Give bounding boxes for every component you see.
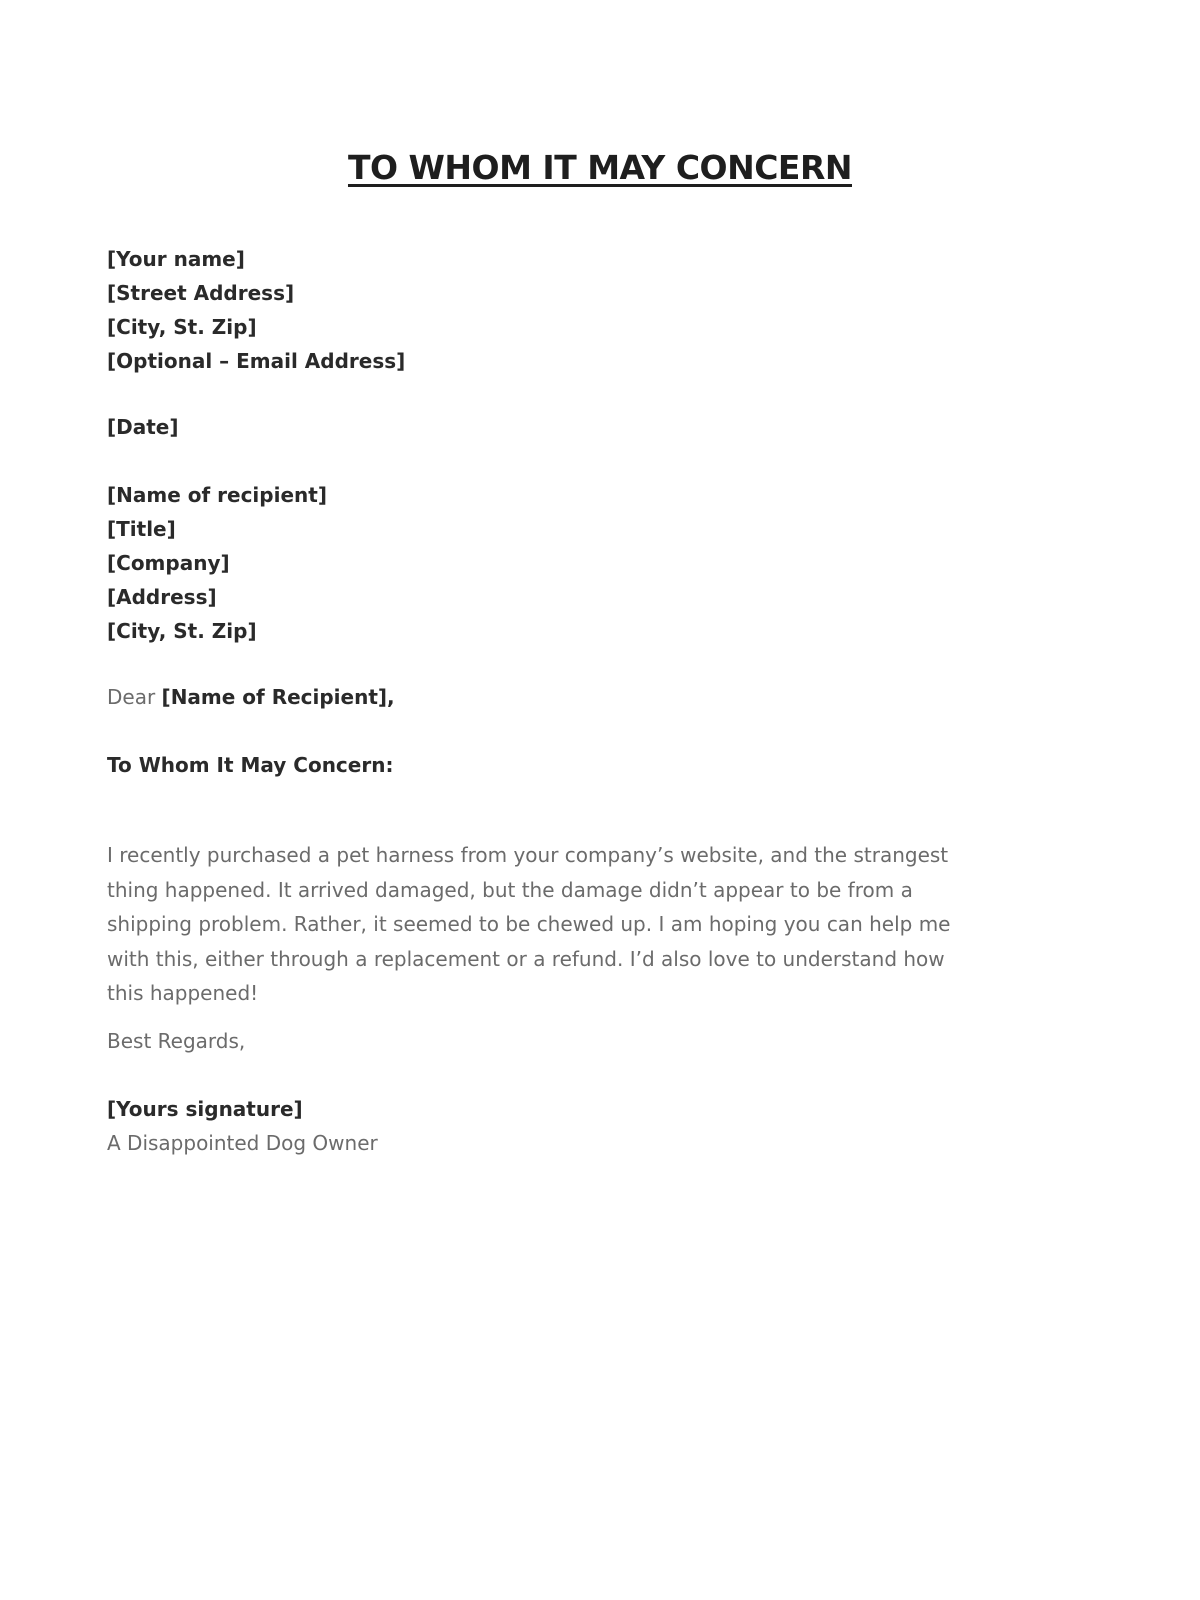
- sender-name: [Your name]: [107, 247, 245, 271]
- signature-block: [107, 1092, 378, 1160]
- concern-line: To Whom It May Concern:: [107, 753, 394, 777]
- recipient-company: [Company]: [107, 551, 230, 575]
- salutation-line: [107, 680, 395, 714]
- sender-address-block: [107, 242, 405, 378]
- sender-city: [City, St. Zip]: [107, 315, 257, 339]
- body-line: with this, either through a replacement or a refund. I’d also love to understand how: [107, 946, 945, 971]
- letter-date: [Date]: [107, 415, 179, 439]
- recipient-name: [Name of recipient]: [107, 483, 327, 507]
- sender-street: [Street Address]: [107, 281, 295, 305]
- recipient-address: [Address]: [107, 585, 217, 609]
- signature: [Yours signature]: [107, 1097, 303, 1121]
- closing: Best Regards,: [107, 1029, 246, 1053]
- salutation-prefix: Dear: [107, 685, 162, 709]
- letter-body: [107, 838, 1097, 1011]
- salutation: [107, 680, 395, 714]
- salutation-name: [Name of Recipient],: [161, 685, 395, 709]
- recipient-address-block: [107, 478, 327, 648]
- body-line: this happened!: [107, 981, 259, 1005]
- date-block: [107, 410, 179, 444]
- closing-block: [107, 1024, 245, 1058]
- sender-email: [Optional – Email Address]: [107, 349, 406, 373]
- letter-title: TO WHOM IT MAY CONCERN: [347, 148, 852, 187]
- body-line: thing happened. It arrived damaged, but the damage didn’t appear to be from a: [107, 877, 913, 902]
- body-line: I recently purchased a pet harness from your company’s website, and the strangest: [107, 843, 949, 867]
- signer-name: A Disappointed Dog Owner: [107, 1131, 378, 1155]
- body-line: shipping problem. Rather, it seemed to be chewed up. I am hoping you can help me: [107, 912, 951, 936]
- recipient-city: [City, St. Zip]: [107, 619, 257, 643]
- recipient-title: [Title]: [107, 517, 176, 541]
- concern-line-block: [107, 748, 393, 782]
